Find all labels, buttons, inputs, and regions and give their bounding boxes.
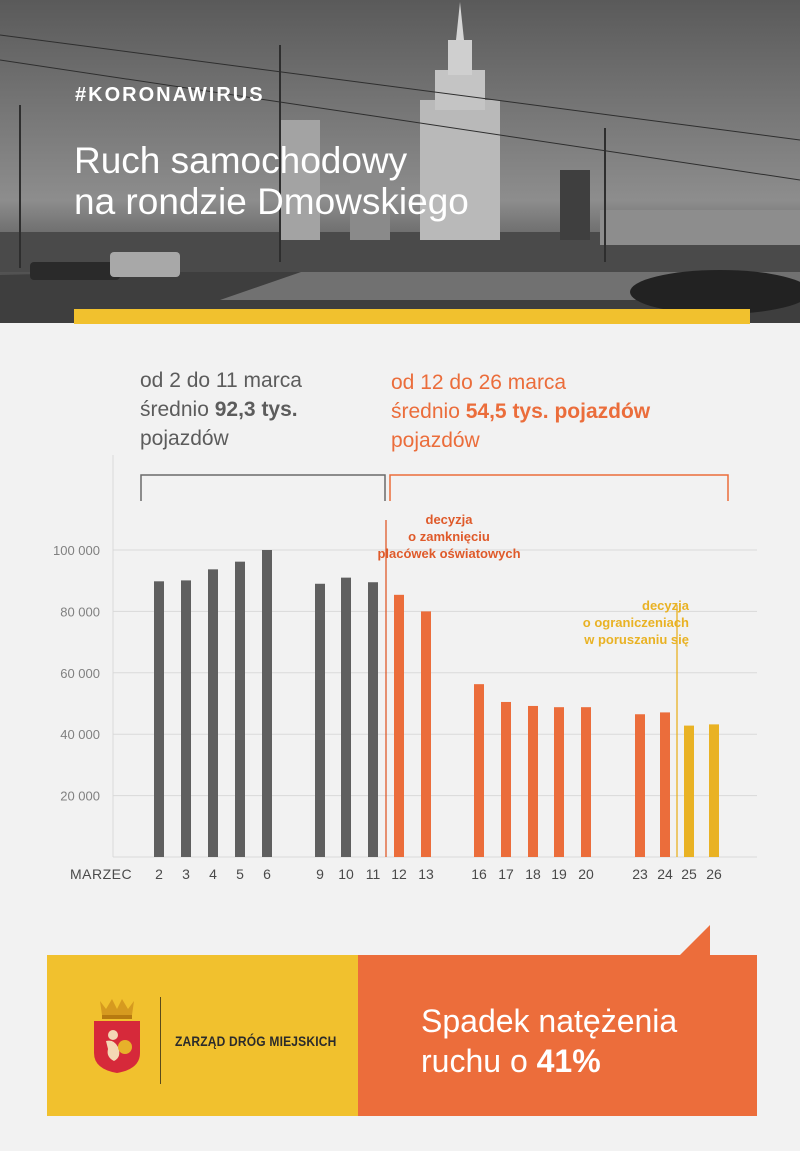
x-tick-label: 20 <box>578 866 594 882</box>
x-tick-label: 12 <box>391 866 407 882</box>
bar-26 <box>709 724 719 857</box>
page-title <box>74 140 594 222</box>
x-tick-label: 16 <box>471 866 487 882</box>
x-tick-label: 19 <box>551 866 567 882</box>
annotation-text: w poruszaniu się <box>584 632 689 647</box>
x-tick-label: 2 <box>155 866 163 882</box>
title-line-2: na rondzie Dmowskiego <box>74 181 469 222</box>
summary-line-2 <box>421 1041 741 1081</box>
yellow-accent-bar <box>74 309 750 324</box>
annotation-text: o ograniczeniach <box>582 615 689 630</box>
bar-25 <box>684 726 694 857</box>
bar-18 <box>528 706 538 857</box>
bar-4 <box>208 569 218 857</box>
x-tick-label: 26 <box>706 866 722 882</box>
x-tick-label: 18 <box>525 866 541 882</box>
bar-16 <box>474 684 484 857</box>
period-unit: pojazdów <box>391 429 480 452</box>
bar-20 <box>581 707 591 857</box>
x-tick-label: 10 <box>338 866 354 882</box>
period-average <box>391 397 751 426</box>
y-tick-label: 100 000 <box>53 543 100 558</box>
annotation-text: o zamknięciu <box>408 529 490 544</box>
annotation-text: placówek oświatowych <box>377 546 521 561</box>
bar-3 <box>181 580 191 857</box>
period-summary-after <box>391 368 751 455</box>
bar-24 <box>660 712 670 857</box>
x-tick-label: 25 <box>681 866 697 882</box>
period-unit: pojazdów <box>140 427 229 450</box>
period-range: od 2 do 11 marca <box>140 369 302 392</box>
bar-12 <box>394 595 404 857</box>
summary-line-1: Spadek natężenia <box>421 1003 678 1039</box>
x-tick-label: 23 <box>632 866 648 882</box>
x-tick-label: 24 <box>657 866 673 882</box>
y-tick-label: 80 000 <box>60 604 100 620</box>
footer-org-panel <box>47 955 358 1116</box>
bar-13 <box>421 611 431 857</box>
footer-divider <box>160 997 161 1084</box>
x-tick-label: 5 <box>236 866 244 882</box>
annotation-text: decyzja <box>642 598 689 613</box>
bar-23 <box>635 714 645 857</box>
bar-6 <box>262 550 272 857</box>
bar-5 <box>235 562 245 857</box>
period-summary-before <box>140 366 380 453</box>
bar-9 <box>315 584 325 857</box>
x-tick-label: 13 <box>418 866 434 882</box>
traffic-drop-summary <box>421 1001 741 1081</box>
x-tick-label: 11 <box>365 866 381 882</box>
y-tick-label: 40 000 <box>60 727 100 743</box>
period-average-value: 92,3 tys. <box>214 398 298 421</box>
period-average-prefix: średnio <box>391 400 460 423</box>
footer-summary-panel <box>358 955 757 1116</box>
warsaw-coat-of-arms-icon <box>92 995 142 1075</box>
bracket-after <box>390 475 728 501</box>
hero-photo <box>0 0 800 323</box>
title-line-1: Ruch samochodowy <box>74 140 408 181</box>
bracket-before <box>141 475 385 501</box>
y-tick-label: 60 000 <box>60 665 100 681</box>
traffic-bar-chart <box>0 450 800 895</box>
y-tick-label: 20 000 <box>60 788 100 804</box>
annotation-text: decyzja <box>425 512 473 527</box>
speech-bubble-tail <box>680 925 712 957</box>
org-name: ZARZĄD DRÓG MIEJSKICH <box>175 1033 337 1049</box>
summary-value: 41% <box>536 1043 601 1079</box>
bar-17 <box>501 702 511 857</box>
bar-10 <box>341 578 351 857</box>
period-average-prefix: średnio <box>140 398 209 421</box>
period-average-value: 54,5 tys. pojazdów <box>465 400 651 423</box>
hashtag: #KORONAWIRUS <box>75 84 265 106</box>
x-tick-label: 6 <box>263 866 271 882</box>
period-average <box>140 395 380 424</box>
bar-19 <box>554 707 564 857</box>
x-tick-label: 17 <box>498 866 514 882</box>
bar-11 <box>368 582 378 857</box>
x-tick-label: 4 <box>209 866 217 882</box>
summary-prefix: ruchu o <box>421 1043 537 1079</box>
period-range: od 12 do 26 marca <box>391 371 567 394</box>
x-axis-label: MARZEC <box>70 866 133 882</box>
x-tick-label: 3 <box>182 866 190 882</box>
bar-2 <box>154 581 164 857</box>
x-tick-label: 9 <box>316 866 324 882</box>
